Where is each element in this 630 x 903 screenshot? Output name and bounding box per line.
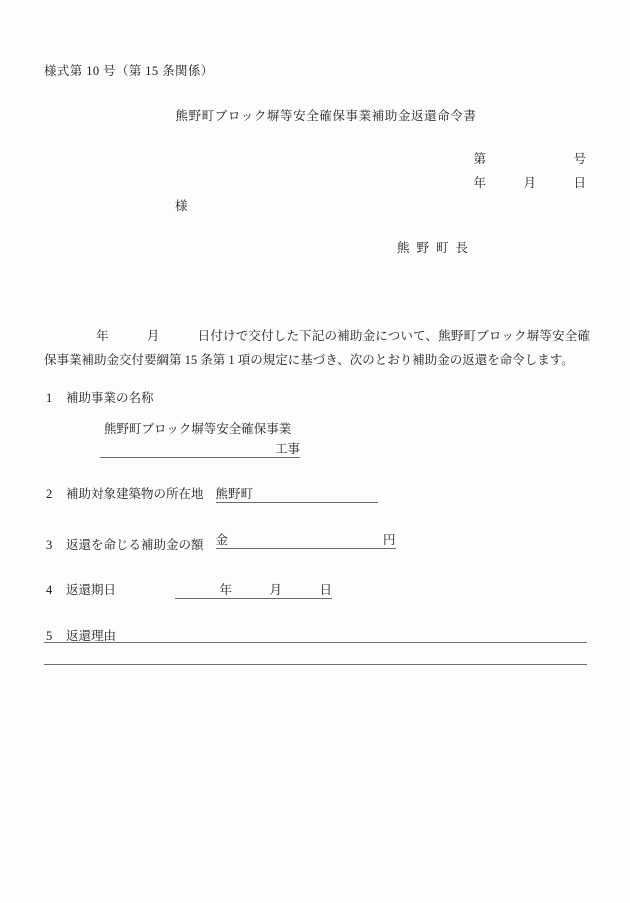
- document-number-line: 第 号: [473, 152, 586, 166]
- item-3-field[interactable]: [216, 530, 396, 549]
- item-2-field[interactable]: 熊野町: [216, 484, 378, 503]
- item-3: [0, 530, 630, 553]
- item-3-currency-suffix: 円: [383, 533, 396, 547]
- item-4-label: 返還期日: [66, 583, 117, 597]
- item-1-value: 熊野町ブロック塀等安全確保事業: [104, 422, 292, 436]
- document-date-line: 年 月 日: [473, 176, 586, 190]
- item-5-number: 5: [46, 629, 53, 643]
- item-1-label: 補助事業の名称: [66, 391, 154, 405]
- document-title: 熊野町ブロック塀等安全確保事業補助金返還命令書: [175, 109, 477, 123]
- body-text: 年 月 日付けで交付した下記の補助金について、熊野町ブロック塀等安全確保事業補助金交付要綱第 15 条第 1 項の規定に基づき、次のとおり補助金の返還を命令します。: [44, 329, 590, 367]
- reason-rule-line-2[interactable]: [44, 664, 587, 665]
- item-4-number: 4: [46, 583, 53, 597]
- item-2-label: 補助対象建築物の所在地: [66, 487, 204, 501]
- item-1-number: 1: [46, 391, 53, 405]
- item-5-label: 返還理由: [66, 629, 117, 643]
- item-3-number: 3: [46, 538, 53, 552]
- item-4: [0, 580, 630, 599]
- form-number: 様式第 10 号（第 15 条関係）: [44, 64, 214, 78]
- item-2: [0, 484, 630, 503]
- item-3-currency-prefix: 金: [215, 533, 229, 547]
- body-paragraph: [44, 324, 590, 372]
- item-4-field[interactable]: 年 月 日: [175, 580, 332, 599]
- item-1: [0, 388, 630, 458]
- issuer-name: 熊野町長: [396, 241, 475, 255]
- item-2-number: 2: [46, 487, 53, 501]
- reason-rule-line-1[interactable]: [44, 642, 587, 643]
- addressee-line: 様: [175, 199, 188, 213]
- item-1-field[interactable]: 工事: [100, 439, 300, 458]
- item-3-label: 返還を命じる補助金の額: [66, 538, 204, 552]
- items-list: [0, 388, 630, 644]
